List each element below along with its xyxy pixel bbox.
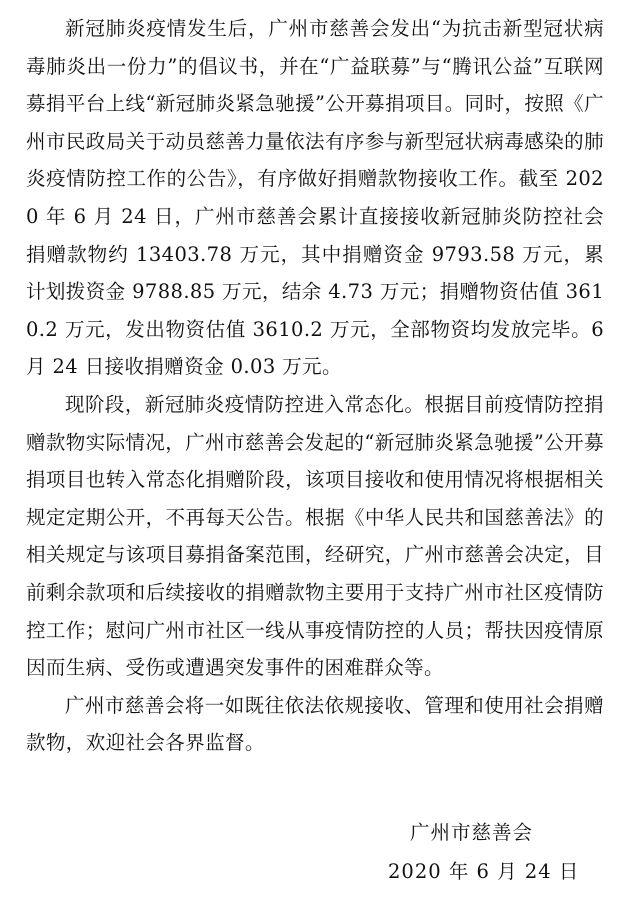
paragraph-closing: 广州市慈善会将一如既往依法依规接收、管理和使用社会捐赠款物，欢迎社会各界监督。 bbox=[26, 693, 604, 755]
signature-organization: 广州市慈善会 bbox=[410, 821, 534, 844]
paragraph-normalization-notice: 现阶段，新冠肺炎疫情防控进入常态化。根据目前疫情防控捐赠款物实际情况，广州市慈善会发起的“新冠肺炎紧急驰援”公开募捐项目也转入常态化捐赠阶段，该项目接收和使用情况将根据相关规定定期公开，不再每天公告。根据《中华人民共和国慈善法》的相关规定与该项目募捐备案范围，经研究，广州市慈善会决定，目前剩余款项和后续接收的捐赠款物主要用于支持广州市社区疫情防控工作；慰问广州市社区一线从事疫情防控的人员；帮扶因疫情原因而生病、受伤或遭遇突发事件的困难群众等。 bbox=[26, 392, 604, 680]
document-body bbox=[26, 10, 604, 762]
paragraph-donation-summary: 新冠肺炎疫情发生后，广州市慈善会发出“为抗击新型冠状病毒肺炎出一份力”的倡议书，并在“广益联募”与“腾讯公益”互联网募捐平台上线“新冠肺炎紧急驰援”公开募捐项目。同时，按照《广州市民政局关于动员慈善力量依法有序参与新型冠状病毒感染的肺炎疫情防控工作的公告》，有序做好捐赠款物接收工作。截至 2020 年 6 月 24 日，广州市慈善会累计直接接收新冠肺炎防控社会捐赠款物约 13403.78 万元，其中捐赠资金 9793.58 万元，累计划拨资金 9788.85 万元，结余 4.73 万元；捐赠物资估值 3610.2 万元，发出物资估值 3610.2 万元，全部物资均发放完毕。6 月 24 日接收捐赠资金 0.03 万元。 bbox=[26, 17, 604, 379]
signature-date: 2020 年 6 月 24 日 bbox=[388, 860, 580, 883]
